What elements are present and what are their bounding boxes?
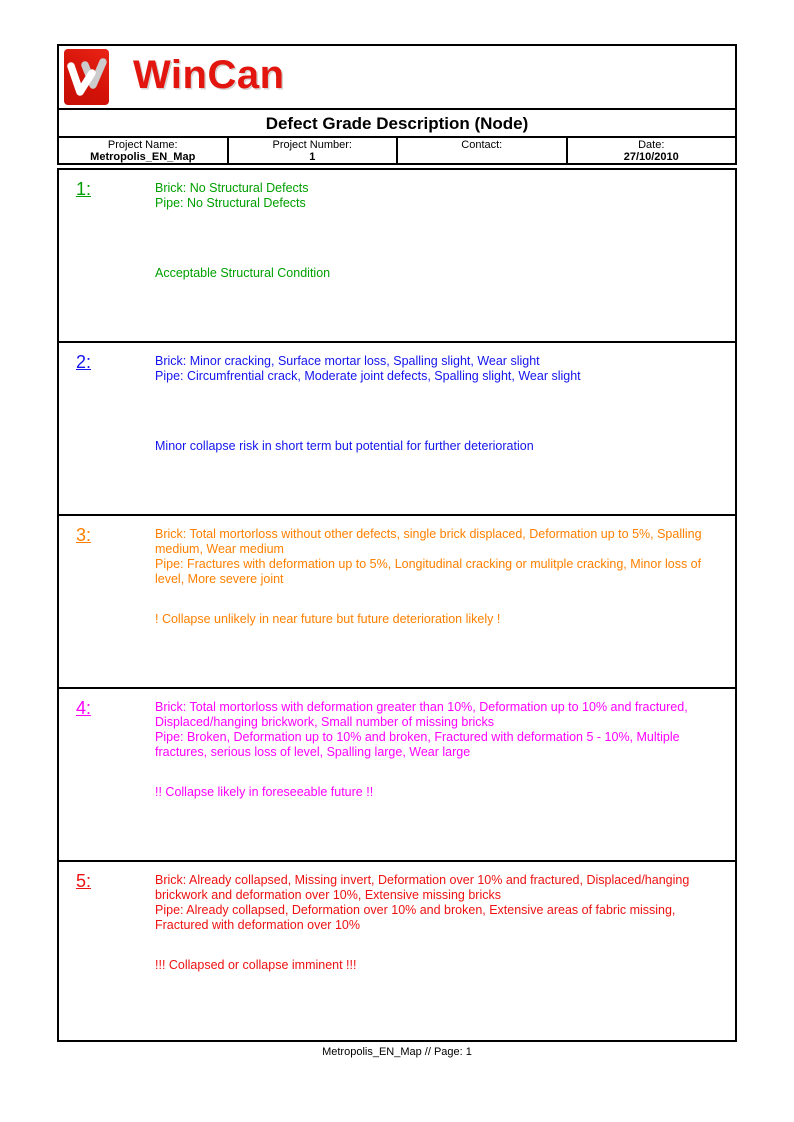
grade-3-pipe-line: Pipe: Fractures with deformation up to 5%, Longitudinal cracking or mulitple cracking, Minor loss of level, More severe joint <box>155 557 702 586</box>
grade-2-description <box>155 354 727 384</box>
page-title: Defect Grade Description (Node) <box>59 108 735 136</box>
grade-4-summary: !! Collapse likely in foreseeable future !! <box>155 785 374 799</box>
grade-3-brick-line: Brick: Total mortorloss without other defects, single brick displaced, Deformation up to 5%, Spalling medium, Wear medium <box>155 527 702 556</box>
project-name-value: Metropolis_EN_Map <box>90 151 196 163</box>
project-number-cell <box>227 138 397 163</box>
project-name-cell <box>59 138 227 163</box>
project-number-value: 1 <box>309 151 316 163</box>
project-number-label: Project Number: <box>272 139 352 151</box>
report-page <box>57 44 737 1058</box>
grade-3-description <box>155 527 727 587</box>
grade-4-pipe-line: Pipe: Broken, Deformation up to 10% and broken, Fractured with deformation 5 - 10%, Multiple fractures, serious loss of level, Spalling large, Wear large <box>155 730 680 759</box>
brand-name: WinCan <box>133 53 285 97</box>
grade-2-section <box>57 341 737 516</box>
grade-sections <box>57 168 737 1042</box>
grade-5-section <box>57 860 737 1042</box>
project-name-label: Project Name: <box>107 139 178 151</box>
grade-4-description <box>155 700 727 760</box>
date-cell <box>566 138 736 163</box>
grade-1-section <box>57 168 737 343</box>
grade-1-brick-line: Brick: No Structural Defects <box>155 181 309 195</box>
grade-1-description <box>155 181 727 211</box>
grade-2-brick-line: Brick: Minor cracking, Surface mortar loss, Spalling slight, Wear slight <box>155 354 540 368</box>
wincan-logo-icon <box>64 49 109 105</box>
date-value: 27/10/2010 <box>623 151 679 163</box>
date-label: Date: <box>638 139 665 151</box>
grade-2-number: 2: <box>76 352 92 372</box>
grade-5-summary: !!! Collapsed or collapse imminent !!! <box>155 958 357 972</box>
page-footer: Metropolis_EN_Map // Page: 1 <box>322 1046 472 1058</box>
contact-cell <box>396 138 566 163</box>
grade-4-section <box>57 687 737 862</box>
grade-2-pipe-line: Pipe: Circumfrential crack, Moderate joint defects, Spalling slight, Wear slight <box>155 369 581 383</box>
project-info-row <box>59 136 735 163</box>
grade-5-brick-line: Brick: Already collapsed, Missing invert, Deformation over 10% and fractured, Displaced/hanging brickwork and deformation over 10%, Extensive missing bricks <box>155 873 690 902</box>
grade-3-number: 3: <box>76 525 92 545</box>
grade-4-brick-line: Brick: Total mortorloss with deformation greater than 10%, Deformation up to 10% and fractured, Displaced/hanging brickwork, Small number of missing bricks <box>155 700 688 729</box>
grade-5-pipe-line: Pipe: Already collapsed, Deformation over 10% and broken, Extensive areas of fabric missing, Fractured with deformation over 10% <box>155 903 676 932</box>
grade-4-number: 4: <box>76 698 92 718</box>
contact-label: Contact: <box>461 139 503 151</box>
grade-1-summary: Acceptable Structural Condition <box>155 266 331 280</box>
grade-1-number: 1: <box>76 179 92 199</box>
grade-5-description <box>155 873 727 933</box>
grade-1-pipe-line: Pipe: No Structural Defects <box>155 196 306 210</box>
logo-row <box>59 46 735 108</box>
grade-5-number: 5: <box>76 871 92 891</box>
report-header <box>57 44 737 165</box>
grade-3-section <box>57 514 737 689</box>
grade-2-summary: Minor collapse risk in short term but potential for further deterioration <box>155 439 534 453</box>
grade-3-summary: ! Collapse unlikely in near future but future deterioration likely ! <box>155 612 501 626</box>
